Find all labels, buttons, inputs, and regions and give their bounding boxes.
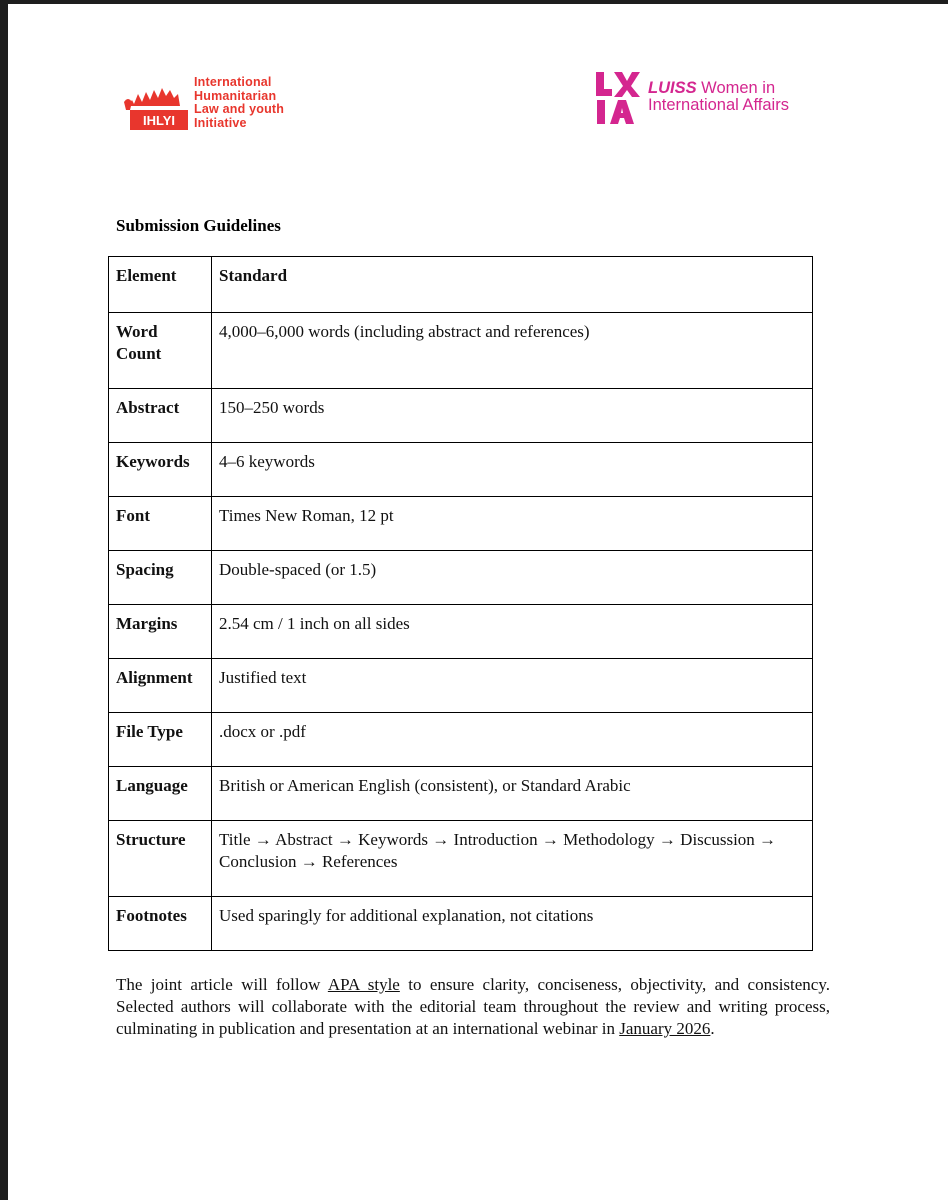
table-row bbox=[109, 605, 813, 659]
table-row bbox=[109, 767, 813, 821]
standard-cell: Times New Roman, 12 pt bbox=[212, 497, 813, 551]
table-row bbox=[109, 659, 813, 713]
standard-cell: Used sparingly for additional explanation, not citations bbox=[212, 897, 813, 951]
element-cell: Margins bbox=[109, 605, 212, 659]
ihlyi-name-line: Initiative bbox=[194, 115, 247, 130]
element-cell: Font bbox=[109, 497, 212, 551]
january-2026-link[interactable]: January 2026 bbox=[619, 1019, 711, 1038]
table-row bbox=[109, 313, 813, 389]
closing-text: The joint article will follow bbox=[116, 975, 328, 994]
element-cell: Keywords bbox=[109, 443, 212, 497]
ihlyi-name bbox=[194, 76, 284, 130]
standard-cell: 2.54 cm / 1 inch on all sides bbox=[212, 605, 813, 659]
luiss-line1-rest: Women in bbox=[696, 79, 776, 97]
table-header-row bbox=[109, 257, 813, 313]
ihlyi-logo bbox=[122, 76, 312, 136]
guidelines-table bbox=[108, 256, 813, 951]
element-cell: Language bbox=[109, 767, 212, 821]
ihlyi-name-line: Law and youth bbox=[194, 102, 285, 116]
column-header-element: Element bbox=[109, 257, 212, 313]
wia-monogram-icon bbox=[594, 70, 646, 126]
apa-style-link[interactable]: APA style bbox=[327, 975, 400, 994]
table-row bbox=[109, 497, 813, 551]
table-row bbox=[109, 897, 813, 951]
luiss-brand: LUISS bbox=[648, 79, 697, 97]
standard-cell: 150–250 words bbox=[212, 389, 813, 443]
luiss-wia-name bbox=[648, 80, 789, 114]
column-header-standard: Standard bbox=[212, 257, 813, 313]
standard-cell: Justified text bbox=[212, 659, 813, 713]
standard-cell: Double-spaced (or 1.5) bbox=[212, 551, 813, 605]
element-cell: Word Count bbox=[109, 313, 212, 389]
standard-cell: British or American English (consistent), or Standard Arabic bbox=[212, 767, 813, 821]
standard-cell: Title → Abstract → Keywords → Introduction → Methodology → Discussion → Conclusion → References bbox=[212, 821, 813, 897]
element-cell: Footnotes bbox=[109, 897, 212, 951]
standard-cell: .docx or .pdf bbox=[212, 713, 813, 767]
element-cell: Abstract bbox=[109, 389, 212, 443]
luiss-line2: International Affairs bbox=[648, 96, 789, 114]
table-row bbox=[109, 821, 813, 897]
closing-text: . bbox=[710, 1019, 715, 1038]
document-page bbox=[8, 4, 948, 1200]
table-row bbox=[109, 551, 813, 605]
standard-cell: 4–6 keywords bbox=[212, 443, 813, 497]
closing-text: to ensure clarity, conciseness, objectivity, and consistency. Selected authors will collaborate with the editorial team throughout the review and writing process, culminating in publication and presentation at an international webinar in bbox=[116, 975, 830, 1038]
ihlyi-name-line: Humanitarian bbox=[194, 88, 277, 103]
table-row bbox=[109, 443, 813, 497]
page-title: Submission Guidelines bbox=[116, 216, 281, 235]
element-cell: Spacing bbox=[109, 551, 212, 605]
luiss-wia-logo bbox=[594, 70, 824, 126]
table-row bbox=[109, 389, 813, 443]
table-row bbox=[109, 713, 813, 767]
ihlyi-emblem-icon bbox=[122, 76, 192, 136]
standard-cell: 4,000–6,000 words (including abstract and references) bbox=[212, 313, 813, 389]
element-cell: Structure bbox=[109, 821, 212, 897]
ihlyi-name-line: International bbox=[194, 75, 272, 89]
closing-paragraph bbox=[116, 974, 830, 1040]
ihlyi-badge-text: IHLYI bbox=[142, 113, 176, 128]
element-cell: Alignment bbox=[109, 659, 212, 713]
element-cell: File Type bbox=[109, 713, 212, 767]
